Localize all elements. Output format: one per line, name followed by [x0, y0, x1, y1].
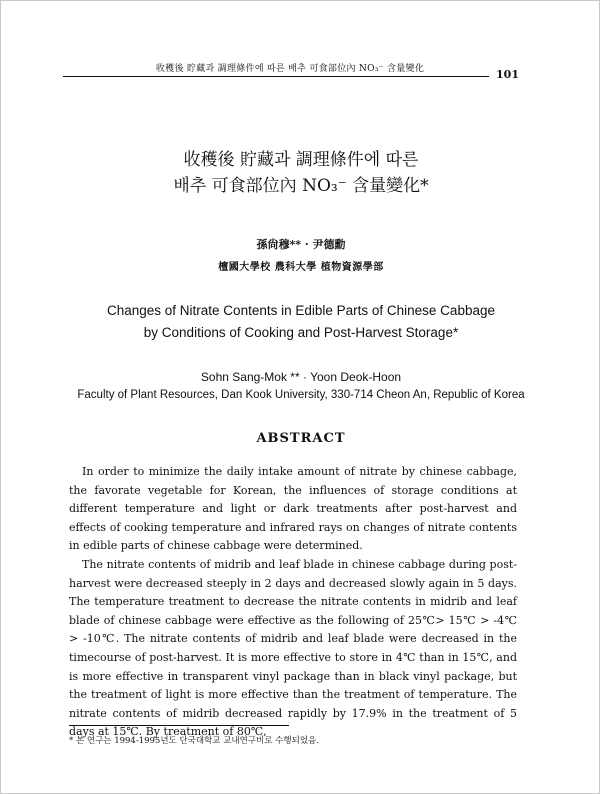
abstract-paragraph-1: In order to minimize the daily intake amount of nitrate by chinese cabbage, the favorate vegetable for Korean, the influences of storage conditions at different temperature and light or dark treatments after post-harvest and effects of cooking temperature and infrared rays on changes of nitrate contents in edible parts of chinese cabbage were determined.: [69, 465, 517, 553]
korean-affiliation: 檀國大學校 農科大學 植物資源學部: [218, 262, 384, 273]
footnote-rule: [69, 725, 289, 726]
footnote: * 본 연구는 1994-1995년도 단국대학교 교내연구비로 수행되었음.: [69, 736, 319, 746]
abstract-heading: ABSTRACT: [256, 431, 346, 446]
korean-title-line-1: 收穫後 貯藏과 調理條件에 따른: [183, 150, 419, 170]
english-title-line-2: by Conditions of Cooking and Post-Harvest Storage*: [143, 325, 459, 340]
english-title-line-1: Changes of Nitrate Contents in Edible Parts of Chinese Cabbage: [107, 303, 495, 318]
korean-title: [61, 147, 541, 199]
abstract-paragraph-2: The nitrate contents of midrib and leaf blade in chinese cabbage during post-harvest were decreased steeply in 2 days and decreased slowly again in 5 days. The temperature treatment to decrease the nitrate contents in midrib and leaf blade of chinese cabbage were effective as the following of 25℃> 15℃ > -4℃ > -10℃. The nitrate contents of midrib and leaf blade were decreased in the timecourse of post-harvest. It is more effective to store in 4℃ than in 15℃, and is more effective in transparent vinyl package than in black vinyl package, but the treatment of light is more effective than the treatment of temperature. The nitrate contents of midrib decreased rapidly by 17.9% in the treatment of 5 days at 15℃. By treatment of 80℃,: [69, 557, 517, 739]
header-rule: [63, 76, 489, 77]
abstract-body: [69, 463, 517, 742]
page-number: 101: [496, 68, 519, 81]
running-head: 收穫後 貯藏과 調理條件에 따른 배추 可食部位內 NO₃⁻ 含量變化: [155, 64, 425, 74]
korean-authors: 孫尙穆** · 尹德勳: [256, 238, 346, 251]
english-affiliation: Faculty of Plant Resources, Dan Kook University, 330-714 Cheon An, Republic of Korea: [77, 389, 525, 401]
korean-title-line-2: 배추 可食部位內 NO₃⁻ 含量變化*: [173, 176, 429, 196]
english-authors: Sohn Sang-Mok ** · Yoon Deok-Hoon: [200, 370, 402, 384]
english-title: [41, 300, 561, 344]
